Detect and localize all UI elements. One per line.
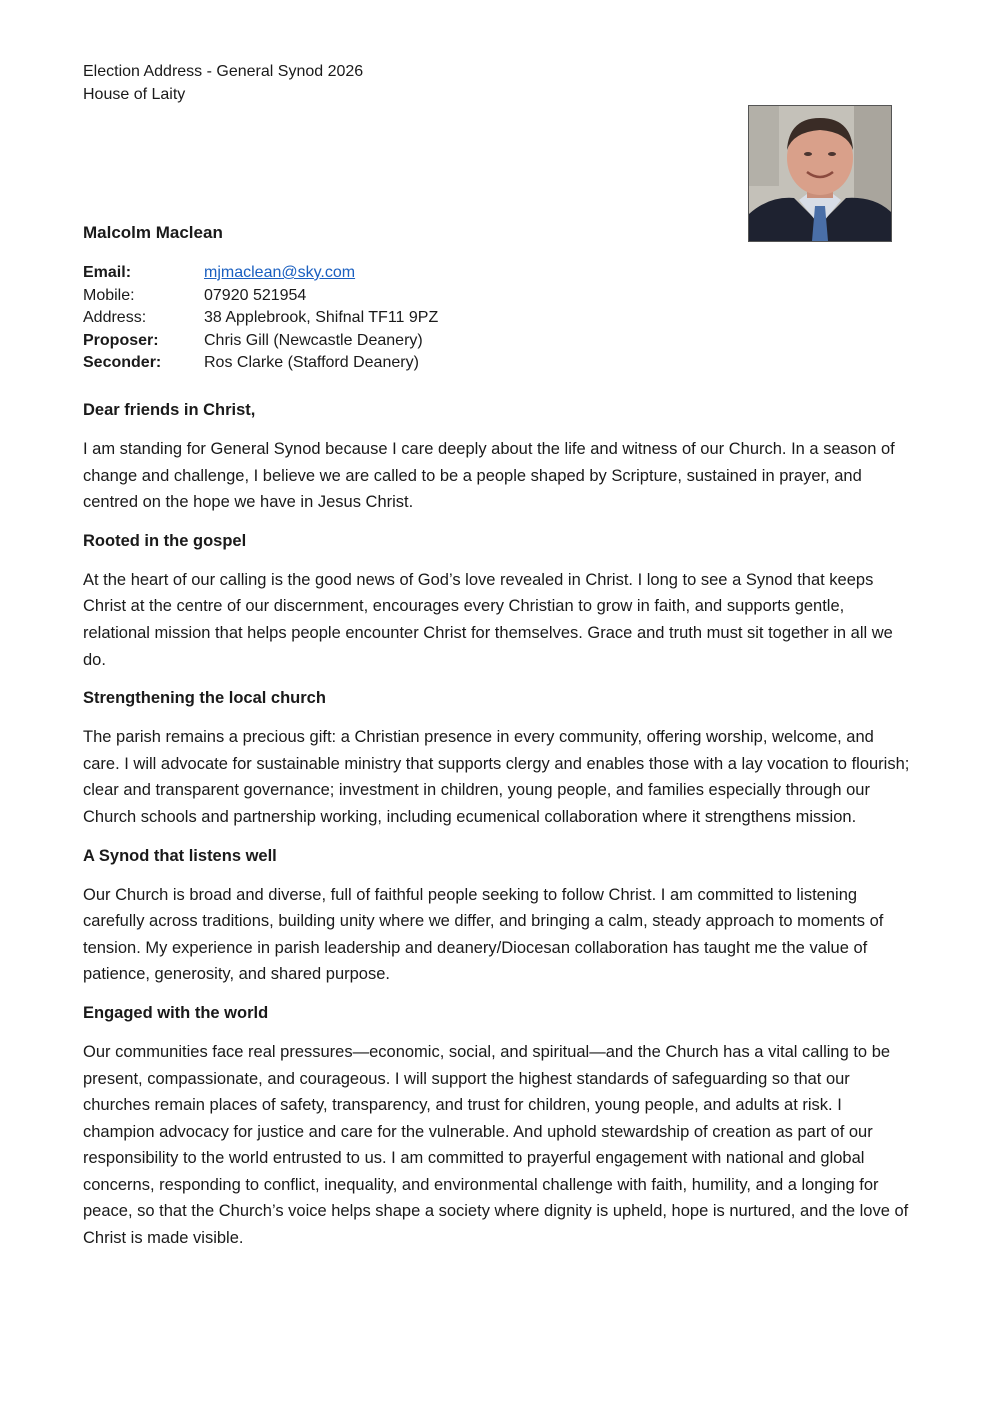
mobile-value: 07920 521954 xyxy=(204,286,307,304)
address-value: 38 Applebrook, Shifnal TF11 9PZ xyxy=(204,309,439,327)
section-text-listens: Our Church is broad and diverse, full of faithful people seeking to follow Christ. I am committed to listening carefully across traditions, building unity where we differ, and bringing a calm, steady approach to moments of tension. My experience in parish leadership and deanery/Diocesan collaboration has taught me the value of patience, generosity, and shared purpose. xyxy=(83,885,884,984)
candidate-name: Malcolm Maclean xyxy=(83,223,223,242)
contact-details xyxy=(83,262,438,375)
proposer-value: Chris Gill (Newcastle Deanery) xyxy=(204,331,423,349)
mobile-label: Mobile: xyxy=(83,286,135,304)
intro-paragraph: I am standing for General Synod because I care deeply about the life and witness of our Church. In a season of change and challenge, I believe we are called to be a people shaped by Scripture, sustained in prayer, and centred on the hope we have in Jesus Christ. xyxy=(83,440,895,512)
section-heading-world: Engaged with the world xyxy=(83,1003,269,1022)
document-title: Election Address - General Synod 2026 xyxy=(83,63,364,80)
section-heading-local-church: Strengthening the local church xyxy=(83,689,326,708)
document-header xyxy=(83,60,363,106)
address-row xyxy=(83,307,438,330)
section-heading-gospel: Rooted in the gospel xyxy=(83,531,247,550)
email-link[interactable]: mjmaclean@sky.com xyxy=(204,264,356,281)
email-row xyxy=(83,262,438,285)
candidate-photo xyxy=(748,105,892,242)
proposer-label: Proposer: xyxy=(83,331,159,349)
seconder-label: Seconder: xyxy=(83,354,162,372)
section-text-world: Our communities face real pressures—economic, social, and spiritual—and the Church has a vital calling to be present, compassionate, and courageous. I will support the highest standards of safeguarding so that our churches remain places of safety, transparency, and trust for children, young people, and adults at risk. I champion advocacy for justice and care for the vulnerable. And uphold stewardship of creation as part of our responsibility to the world entrusted to us. I am committed to prayerful engagement with national and global concerns, responding to conflict, inequality, and environmental challenge with faith, humility, and a longing for peace, so that the Church’s voice helps shape a society where dignity is upheld, hope is nurtured, and the love of Christ is made visible. xyxy=(83,1042,909,1248)
address-label: Address: xyxy=(83,309,147,327)
section-text-local-church: The parish remains a precious gift: a Christian presence in every community, offering worship, welcome, and care. I will advocate for sustainable ministry that supports clergy and enables those with a lay vocation to flourish; clear and transparent governance; investment in children, young people, and families especially through our Church schools and partnership working, including ecumenical collaboration where it strengthens mission. xyxy=(83,728,910,826)
document-subtitle: House of Laity xyxy=(83,86,186,103)
email-label: Email: xyxy=(83,264,132,281)
proposer-row xyxy=(83,330,438,353)
letter-greeting: Dear friends in Christ, xyxy=(83,401,256,419)
mobile-row xyxy=(83,285,438,308)
seconder-value: Ros Clarke (Stafford Deanery) xyxy=(204,354,419,372)
section-text-gospel: At the heart of our calling is the good news of God’s love revealed in Christ. I long to see a Synod that keeps Christ at the centre of our discernment, encourages every Christian to grow in faith, and supports gentle, relational mission that helps people encounter Christ for themselves. Grace and truth must sit together in all we do. xyxy=(83,570,893,669)
portrait-image xyxy=(749,106,891,241)
section-heading-listens: A Synod that listens well xyxy=(83,846,277,865)
seconder-row xyxy=(83,352,438,375)
letter-body xyxy=(83,398,913,1265)
